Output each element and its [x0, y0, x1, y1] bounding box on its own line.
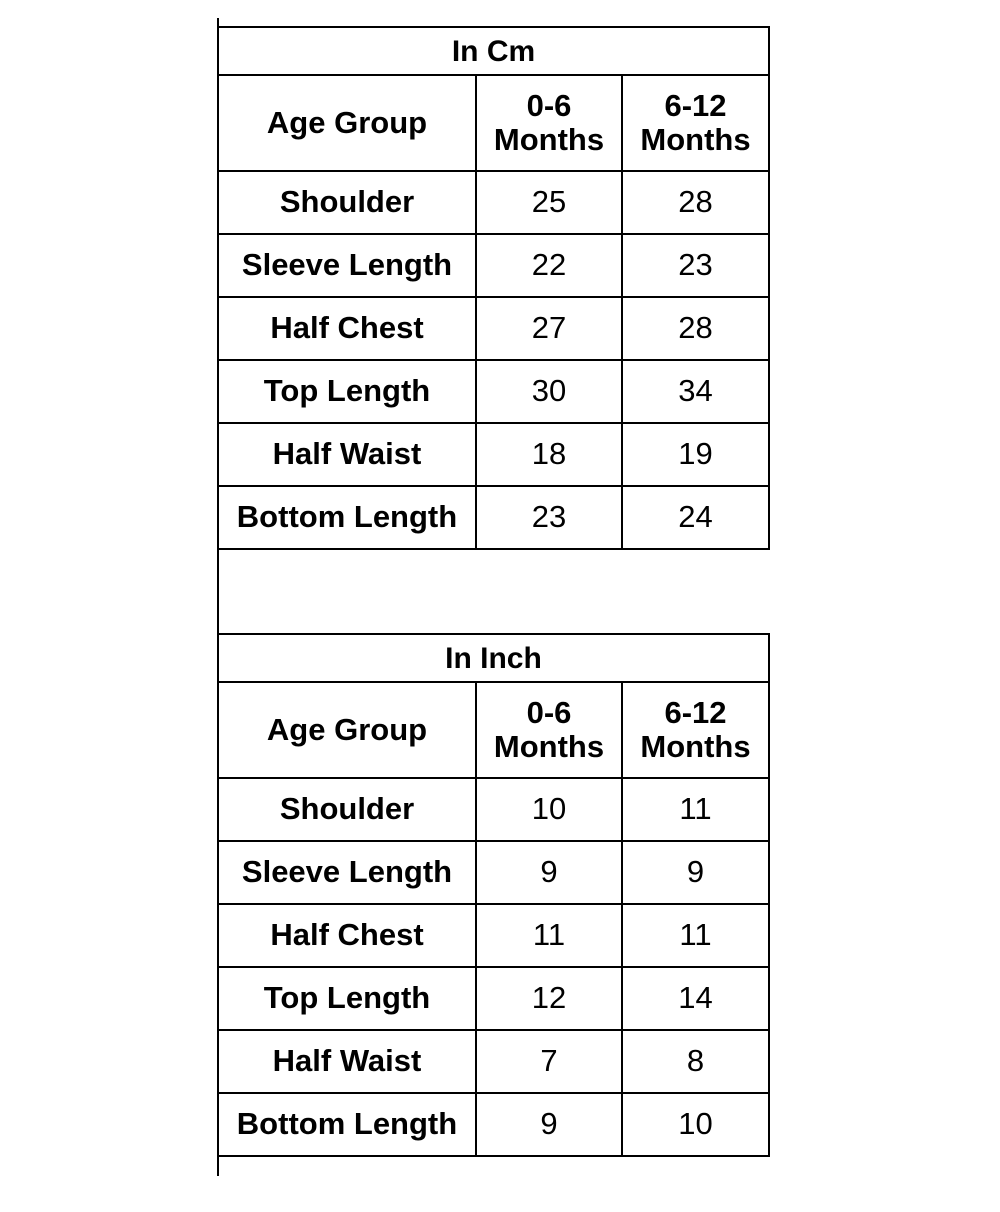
cell-value: 22 — [476, 234, 622, 297]
table-row — [218, 1093, 769, 1156]
cell-value: 9 — [476, 1093, 622, 1156]
row-label: Bottom Length — [218, 1093, 476, 1156]
cell-value: 14 — [622, 967, 769, 1030]
column-header-line2: Months — [640, 729, 751, 764]
cell-value: 10 — [476, 778, 622, 841]
cell-value: 8 — [622, 1030, 769, 1093]
table-row — [218, 486, 769, 549]
row-label: Sleeve Length — [218, 841, 476, 904]
table-row — [218, 967, 769, 1030]
table-title: In Inch — [218, 634, 769, 682]
column-header-6-12-months — [622, 75, 769, 171]
cell-value: 23 — [622, 234, 769, 297]
row-label: Shoulder — [218, 778, 476, 841]
table-row — [218, 1030, 769, 1093]
column-header-line1: 0-6 — [526, 694, 572, 730]
cell-value: 19 — [622, 423, 769, 486]
cell-value: 7 — [476, 1030, 622, 1093]
column-header-line1: 6-12 — [664, 87, 727, 123]
cell-value: 34 — [622, 360, 769, 423]
row-label: Half Waist — [218, 423, 476, 486]
age-group-header: Age Group — [218, 75, 476, 171]
table-row — [218, 297, 769, 360]
cell-value: 11 — [622, 778, 769, 841]
table-row — [218, 778, 769, 841]
column-header-line1: 6-12 — [664, 694, 727, 730]
cell-value: 9 — [476, 841, 622, 904]
table-row — [218, 171, 769, 234]
row-label: Half Chest — [218, 297, 476, 360]
table-title: In Cm — [218, 27, 769, 75]
size-chart-cm-table — [217, 26, 770, 550]
table-row — [218, 360, 769, 423]
row-label: Half Chest — [218, 904, 476, 967]
column-header-0-6-months — [476, 75, 622, 171]
cell-value: 28 — [622, 297, 769, 360]
column-header-0-6-months — [476, 682, 622, 778]
table-row — [218, 234, 769, 297]
row-label: Half Waist — [218, 1030, 476, 1093]
column-header-line2: Months — [493, 729, 605, 764]
table-row — [218, 423, 769, 486]
column-header-line2: Months — [640, 122, 751, 157]
cell-value: 11 — [622, 904, 769, 967]
cell-value: 30 — [476, 360, 622, 423]
size-chart-inch-table — [217, 633, 770, 1157]
cell-value: 28 — [622, 171, 769, 234]
column-header-6-12-months — [622, 682, 769, 778]
table-title-row — [218, 27, 769, 75]
cell-value: 25 — [476, 171, 622, 234]
row-label: Shoulder — [218, 171, 476, 234]
column-header-line2: Months — [493, 122, 605, 157]
column-header-line1: 0-6 — [526, 87, 572, 123]
row-label: Top Length — [218, 967, 476, 1030]
table-title-row — [218, 634, 769, 682]
cell-value: 9 — [622, 841, 769, 904]
cell-value: 10 — [622, 1093, 769, 1156]
cell-value: 11 — [476, 904, 622, 967]
cell-value: 27 — [476, 297, 622, 360]
cell-value: 24 — [622, 486, 769, 549]
row-label: Sleeve Length — [218, 234, 476, 297]
row-label: Top Length — [218, 360, 476, 423]
table-row — [218, 841, 769, 904]
row-label: Bottom Length — [218, 486, 476, 549]
age-group-header: Age Group — [218, 682, 476, 778]
header-row — [218, 682, 769, 778]
cell-value: 23 — [476, 486, 622, 549]
header-row — [218, 75, 769, 171]
table-row — [218, 904, 769, 967]
cell-value: 12 — [476, 967, 622, 1030]
cell-value: 18 — [476, 423, 622, 486]
